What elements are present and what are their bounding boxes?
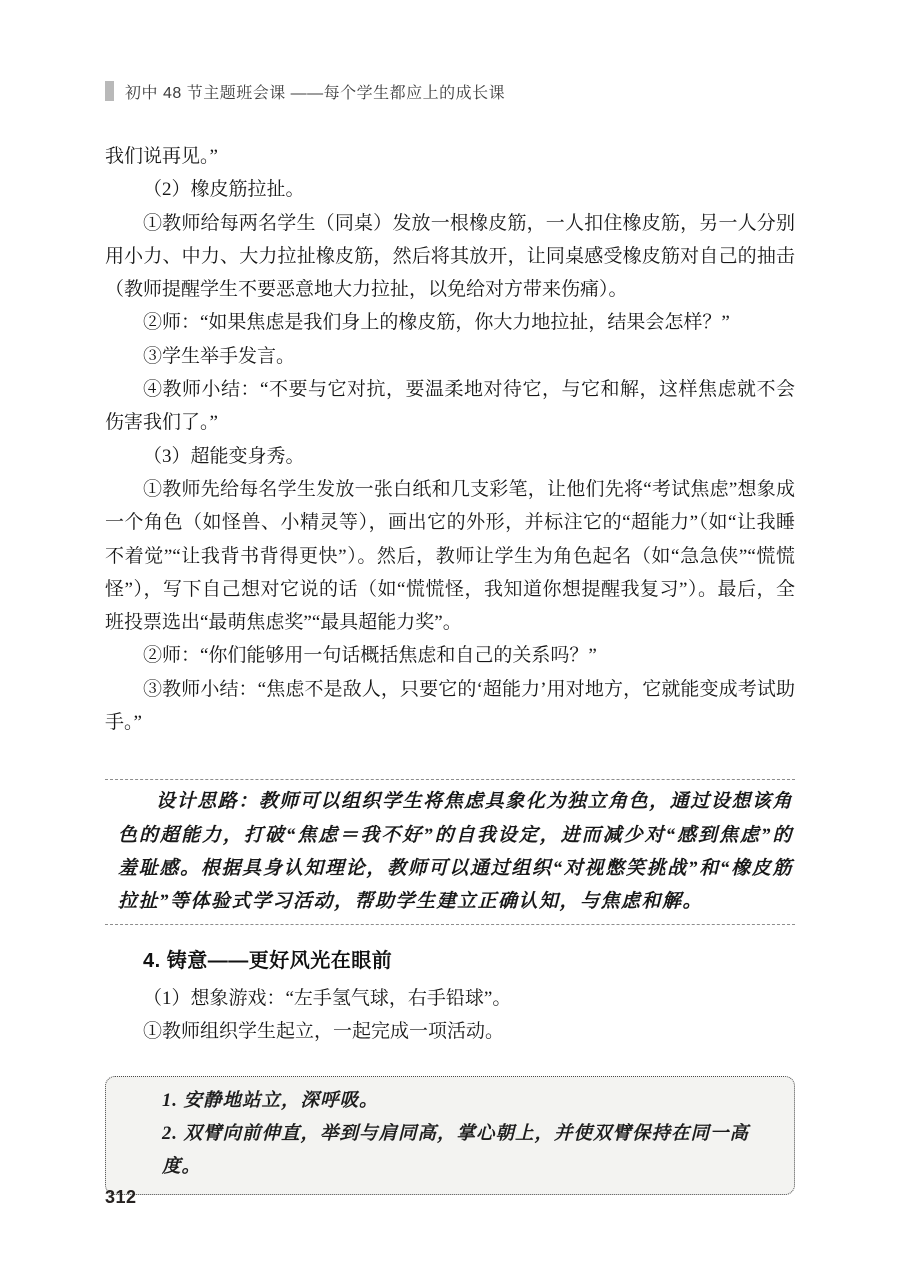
design-note-text: 教师可以组织学生将焦虑具象化为独立角色，通过设想该角色的超能力，打破“焦虑＝我不好”的自我设定，进而减少对“感到焦虑”的羞耻感。根据具身认知理论，教师可以通过组织“对视憋笑挑战”和“橡皮筋拉扯”等体验式学习活动，帮助学生建立正确认知，与焦虑和解。 xyxy=(118,791,793,913)
paragraph: ②师：“如果焦虑是我们身上的橡皮筋，你大力地拉扯，结果会怎样？” xyxy=(143,312,730,334)
activity-step: 2. 双臂向前伸直，举到与肩同高，掌心朝上，并使双臂保持在同一高度。 xyxy=(162,1124,750,1178)
paragraph: ④教师小结：“不要与它对抗，要温柔地对待它，与它和解，这样焦虑就不会伤害我们了。” xyxy=(105,379,795,434)
paragraph: ①教师组织学生起立，一起完成一项活动。 xyxy=(143,1020,505,1042)
design-note-label: 设计思路： xyxy=(156,791,259,813)
paragraph: （2）橡皮筋拉扯。 xyxy=(143,179,305,201)
page-body xyxy=(105,140,795,1195)
paragraph: ③学生举手发言。 xyxy=(143,345,296,367)
activity-step: 1. 安静地站立，深呼吸。 xyxy=(162,1091,379,1112)
paragraph: ③教师小结：“焦虑不是敌人，只要它的‘超能力’用对地方，它就能变成考试助手。” xyxy=(105,678,795,734)
header-title: 初中 48 节主题班会课 ——每个学生都应上的成长课 xyxy=(125,84,506,102)
paragraph: ①教师先给每名学生发放一张白纸和几支彩笔，让他们先将“考试焦虑”想象成一个角色（如怪兽、小精灵等），画出它的外形，并标注它的“超能力”（如“让我睡不着觉”“让我背书背得更快”）。然后，教师让学生为角色起名（如“急急侠”“慌慌怪”），写下自己想对它说的话（如“慌慌怪，我知道你想提醒我复习”）。最后，全班投票选出“最萌焦虑奖”“最具超能力奖”。 xyxy=(105,478,795,634)
page-number: 312 xyxy=(105,1187,137,1207)
section-heading: 4. 铸意——更好风光在眼前 xyxy=(143,949,393,972)
running-header xyxy=(105,80,795,102)
paragraph: （1）想象游戏：“左手氢气球，右手铅球”。 xyxy=(143,987,512,1009)
design-note-block xyxy=(105,779,795,924)
design-note-paragraph xyxy=(118,785,793,918)
paragraph: （3）超能变身秀。 xyxy=(143,445,305,467)
activity-box xyxy=(105,1076,795,1195)
paragraph: ①教师给每两名学生（同桌）发放一根橡皮筋，一人扣住橡皮筋，另一人分别用小力、中力、大力拉扯橡皮筋，然后将其放开，让同桌感受橡皮筋对自己的抽击（教师提醒学生不要恶意地大力拉扯，以免给对方带来伤痛）。 xyxy=(105,212,795,301)
paragraph: 我们说再见。” xyxy=(105,146,218,167)
paragraph: ②师：“你们能够用一句话概括焦虑和自己的关系吗？” xyxy=(143,645,597,667)
header-bar-icon xyxy=(105,81,114,101)
